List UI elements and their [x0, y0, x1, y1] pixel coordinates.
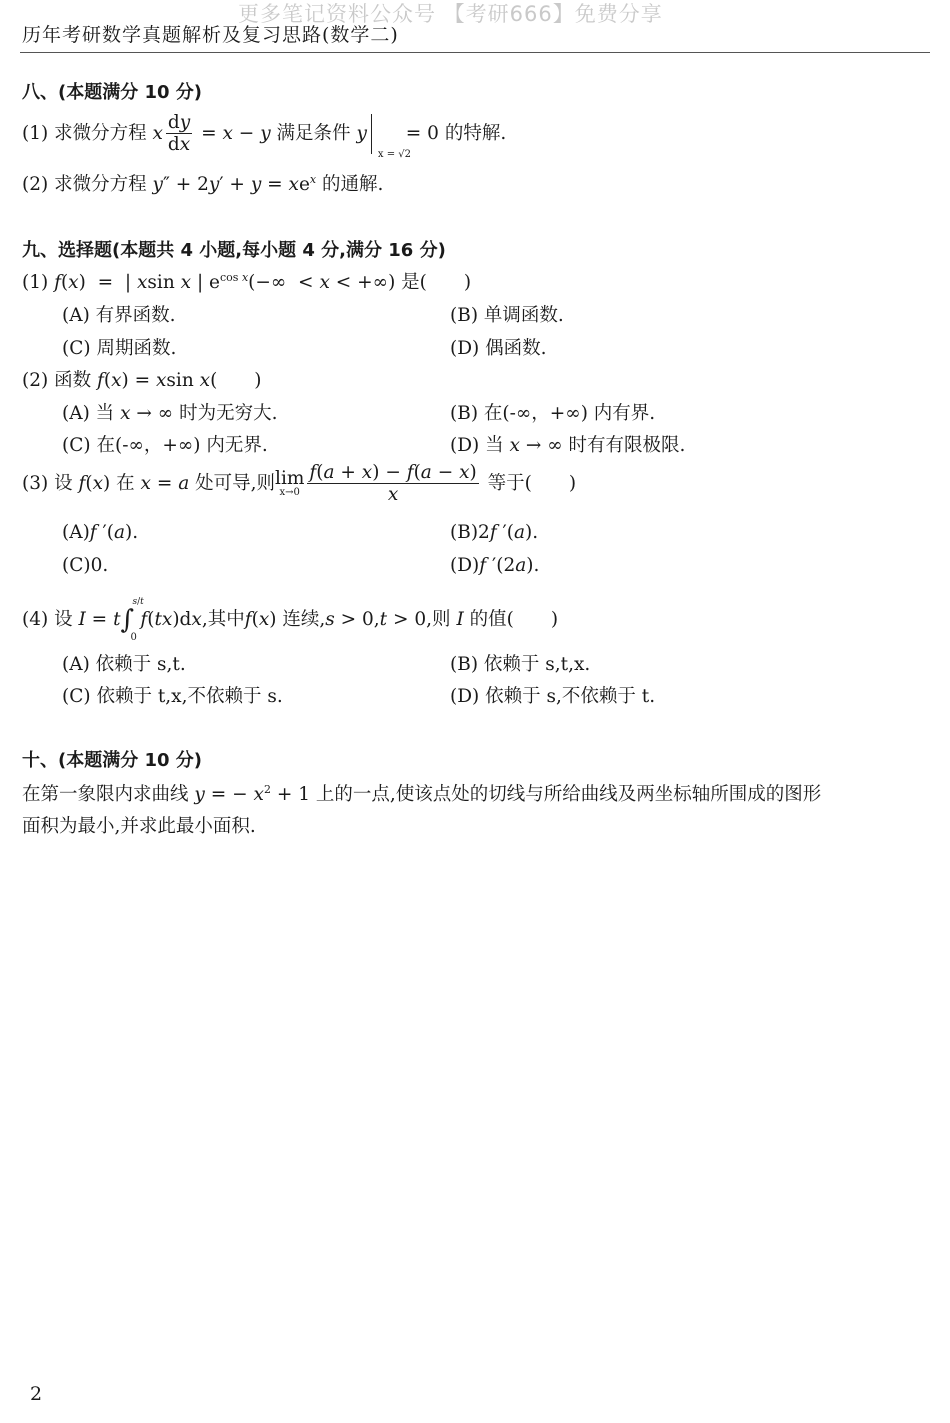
s8-q1-prefix: (1) 求微分方程	[22, 122, 147, 144]
s9-q1-option-c: (C) 周期函数.	[62, 338, 177, 359]
s9-q2-stem: (2) 函数 f(x) = xsin x( )	[22, 370, 262, 391]
s9-q3-option-d: (D)f ′(2a).	[450, 555, 540, 576]
s9-q1-option-b: (B) 单调函数.	[450, 305, 564, 326]
s9-q4-stem2: ,其中	[201, 609, 245, 630]
s9-q1-option-d: (D) 偶函数.	[450, 338, 547, 359]
s9-q2-a2: 时为无穷大.	[179, 403, 278, 424]
s10-line-2: 面积为最小,并求此最小面积.	[22, 816, 256, 837]
dy-dx-fraction: $\frac{dy}{dx}$	[167, 112, 191, 156]
s8-q1-cond: x = √2	[377, 148, 412, 160]
s9-q2-option-c: (C) 在(-∞，+∞) 内无界.	[62, 435, 268, 456]
running-header: 历年考研数学真题解析及复习思路(数学二)	[22, 24, 399, 46]
s9-q4-stem3: 连续,	[282, 609, 326, 630]
s9-q4-stem4: ,则	[426, 609, 451, 630]
s9-q4-stem5: 的值( )	[469, 609, 559, 630]
s9-q4-option-c: (C) 依赖于 t,x,不依赖于 s.	[62, 686, 283, 707]
evaluation-bar	[371, 114, 412, 160]
header-rule	[20, 52, 930, 53]
integral-sign: ∫ s/t 0	[120, 597, 144, 643]
lim-sub: x→0	[279, 487, 300, 499]
section-8-title: 八、(本题满分 10 分)	[22, 82, 203, 103]
s10-line-1: 在第一象限内求曲线 y = − $x^2 + 1$ 上的一点,使该点处的切线与所给曲线及两坐标轴所围成的图形	[22, 782, 822, 805]
s9-q4-stem1: (4) 设	[22, 609, 73, 630]
s9-q3-option-a: (A)f ′(a).	[62, 522, 139, 543]
s9-q3-d: (D)	[450, 555, 480, 576]
s9-q1-end: 是( )	[401, 272, 472, 293]
limit-fraction: $\frac{f(a + x) - f(a - x)}{x}$	[309, 462, 477, 506]
s10-line1b: 上的一点,使该点处的切线与所给曲线及两坐标轴所围成的图形	[315, 784, 822, 805]
s9-q3-stem3: 处可导,则	[195, 472, 276, 494]
section-10-title: 十、(本题满分 10 分)	[22, 750, 203, 771]
watermark-text: 更多笔记资料公众号 【考研666】免费分享	[238, 2, 663, 26]
s9-q4-option-d: (D) 依赖于 s,不依赖于 t.	[450, 686, 656, 707]
s9-q2-d1: (D) 当	[450, 435, 504, 456]
s9-q2-a1: (A) 当	[62, 403, 115, 424]
s9-q2-option-b: (B) 在(-∞，+∞) 内有界.	[450, 403, 656, 424]
s9-q2-option-d: (D) 当 x → ∞ 时有有限极限.	[450, 435, 686, 456]
s9-q3-b: (B)2	[450, 522, 490, 543]
s9-q4-option-a: (A) 依赖于 s,t.	[62, 654, 186, 675]
s9-q3-stem2: 在	[116, 472, 135, 494]
s8-q1-end: = 0 的特解.	[405, 122, 507, 144]
s9-q1-stem: (1) f(x) = | xsin x | $e^{cos x}(-\infty < x$ < +∞) 是( )	[22, 270, 472, 293]
s8-q2: (2) 求微分方程 $y'' + 2y' + y = xe^x$ 的通解.	[22, 172, 384, 195]
lim-text: lim	[275, 467, 305, 489]
s9-q4-stem: (4) 设 I = t∫ s/t 0 f(tx)dx,其中f(x) 连续,s > 0,t > 0,则 I 的值( )	[22, 597, 559, 643]
s9-q4-option-b: (B) 依赖于 s,t,x.	[450, 654, 591, 675]
s9-q3-a: (A)	[62, 522, 90, 543]
s9-q2-d2: 时有有限极限.	[568, 435, 686, 456]
s9-q3-stem: (3) 设 f(x) 在 x = a 处可导,则 lim x→0 $\frac{f(a + x) - f(a - x)}{x}$ 等于( )	[22, 462, 577, 506]
s8-q1-mid: 满足条件	[276, 122, 351, 144]
page-number: 2	[30, 1383, 43, 1405]
section-9-title: 九、选择题(本题共 4 小题,每小题 4 分,满分 16 分)	[22, 240, 446, 261]
s9-q2-option-a: (A) 当 x → ∞ 时为无穷大.	[62, 403, 278, 424]
s9-q2-stem-text: (2) 函数	[22, 370, 92, 391]
s9-q1-option-a: (A) 有界函数.	[62, 305, 176, 326]
s9-q3-stem1: (3) 设	[22, 472, 73, 494]
s10-line1a: 在第一象限内求曲线	[22, 784, 189, 805]
s9-q3-option-c: (C)0.	[62, 555, 109, 576]
s8-q1: (1) 求微分方程 x $\frac{dy}{dx}$ = x − y 满足条件 y x = √2 = 0 的特解.	[22, 112, 507, 160]
limit-operator	[275, 467, 305, 499]
s9-q3-end: 等于( )	[487, 472, 577, 494]
s8-q2-end: 的通解.	[322, 174, 384, 195]
s9-q3-option-b: (B)2f ′(a).	[450, 522, 539, 543]
s8-q2-prefix: (2) 求微分方程	[22, 174, 147, 195]
